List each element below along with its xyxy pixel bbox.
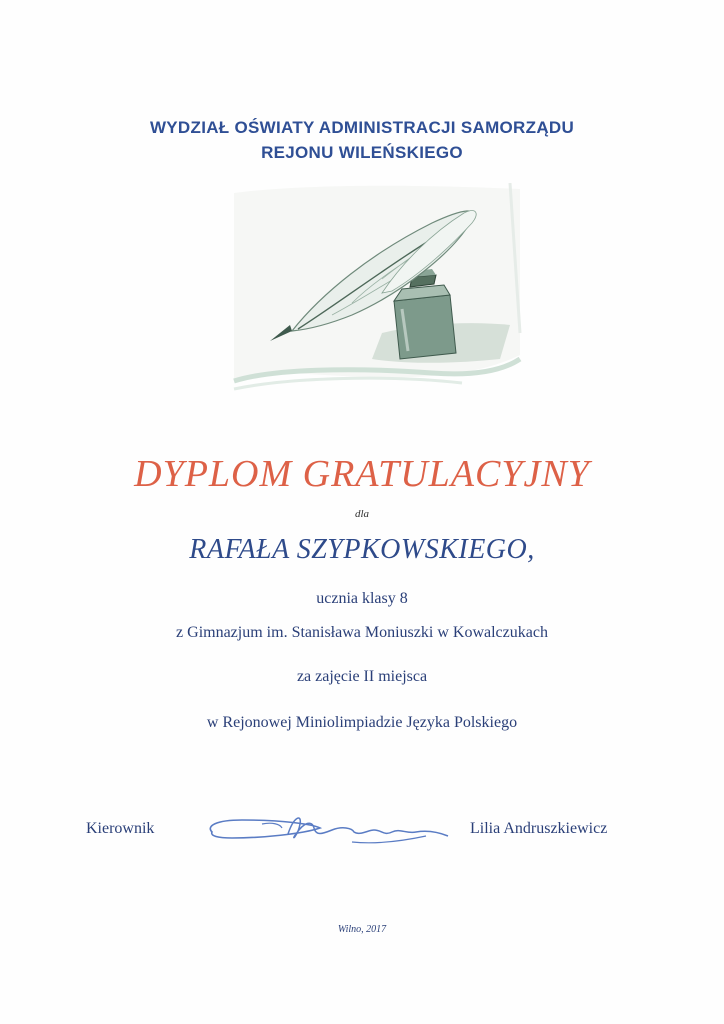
place-and-date: Wilno, 2017 (337, 924, 387, 935)
school-name: z Gimnazjum im. Stanisława Moniuszki w Kowalczukach (176, 624, 548, 641)
diploma-title: DYPLOM GRATULACYJNY (134, 453, 590, 495)
quill-and-inkwell-icon (232, 183, 522, 398)
handwritten-signature-icon (202, 812, 462, 856)
student-class: ucznia klasy 8 (316, 590, 408, 607)
signature-row (0, 818, 724, 858)
signatory-name: Lilia Andruszkiewicz (470, 820, 608, 837)
award-place: za zajęcie II miejsca (296, 668, 428, 685)
signatory-role: Kierownik (86, 820, 155, 837)
competition-name: w Rejonowej Miniolimpiadzie Języka Polskiego (206, 714, 518, 731)
issuer-line-2: REJONU WILEŃSKIEGO (261, 143, 463, 162)
recipient-name: RAFAŁA SZYPKOWSKIEGO, (189, 534, 535, 565)
issuer-line-1: WYDZIAŁ OŚWIATY ADMINISTRACJI SAMORZĄDU (149, 118, 575, 137)
for-word: dla (354, 508, 370, 520)
